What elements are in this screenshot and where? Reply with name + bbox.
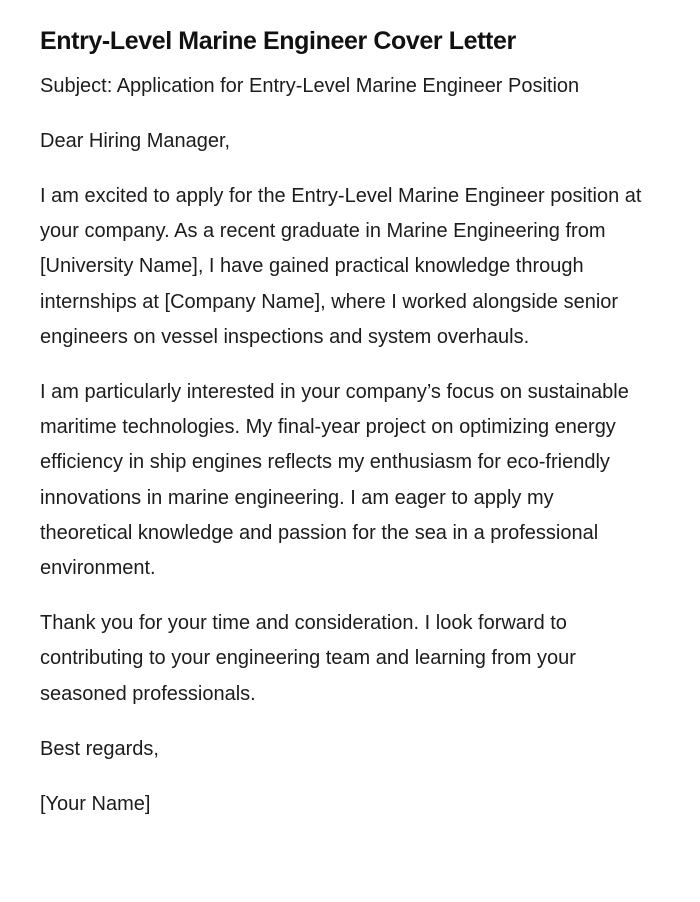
closing: Best regards, bbox=[40, 737, 159, 760]
body-paragraph-1: I am excited to apply for the Entry-Level Marine Engineer position at your company. As a recent graduate in Marine Engineering from [University Name], I have gained practical knowledge through internships at [Company Name], where I worked alongside senior engineers on vessel inspections and system overhauls. bbox=[40, 185, 642, 348]
document-title: Entry-Level Marine Engineer Cover Letter bbox=[40, 27, 516, 55]
signature: [Your Name] bbox=[40, 792, 151, 815]
body-paragraph-2: I am particularly interested in your company’s focus on sustainable maritime technologies. My final-year project on optimizing energy efficiency in ship engines reflects my enthusiasm for eco-friendly innovations in marine engineering. I am eager to apply my theoretical knowledge and passion for the sea in a professional environment. bbox=[40, 381, 629, 580]
body-paragraph-3: Thank you for your time and consideration. I look forward to contributing to your engineering team and learning from your seasoned professionals. bbox=[40, 612, 576, 705]
greeting: Dear Hiring Manager, bbox=[40, 130, 231, 152]
cover-letter-document bbox=[40, 24, 650, 842]
subject-line: Subject: Application for Entry-Level Marine Engineer Position bbox=[40, 75, 580, 97]
